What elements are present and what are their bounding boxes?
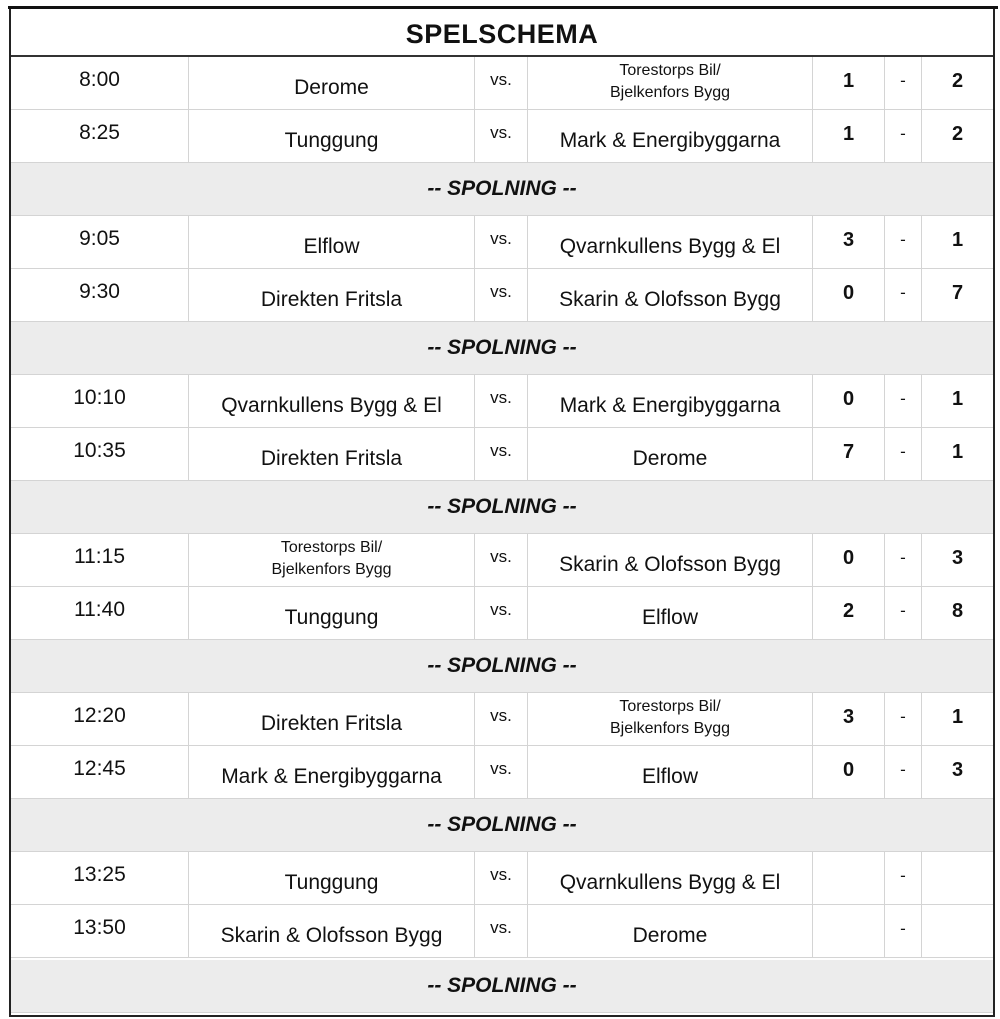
score-separator: - <box>884 110 921 162</box>
vs-label: vs. <box>474 587 527 639</box>
away-score: 1 <box>921 693 993 745</box>
break-row <box>11 799 993 852</box>
match-time: 8:00 <box>79 68 120 91</box>
away-team: Torestorps Bil/ Bjelkenfors Bygg <box>527 693 812 745</box>
away-score: 3 <box>921 534 993 586</box>
match-time: 8:25 <box>79 121 120 144</box>
match-time: 13:25 <box>73 863 126 886</box>
vs-label: vs. <box>474 375 527 427</box>
match-row <box>11 852 993 905</box>
home-score: 0 <box>812 269 884 321</box>
score-separator: - <box>884 216 921 268</box>
away-team: Elflow <box>527 746 812 798</box>
away-score: 2 <box>921 57 993 109</box>
away-score: 1 <box>921 216 993 268</box>
away-team: Qvarnkullens Bygg & El <box>527 852 812 904</box>
match-row <box>11 269 993 322</box>
home-team: Elflow <box>188 216 474 268</box>
match-row <box>11 375 993 428</box>
score-separator: - <box>884 587 921 639</box>
away-team: Qvarnkullens Bygg & El <box>527 216 812 268</box>
match-row <box>11 534 993 587</box>
score-separator: - <box>884 375 921 427</box>
home-score: 3 <box>812 216 884 268</box>
score-separator: - <box>884 269 921 321</box>
away-score: 7 <box>921 269 993 321</box>
home-team: Torestorps Bil/ Bjelkenfors Bygg <box>188 534 474 586</box>
vs-label: vs. <box>474 110 527 162</box>
home-score: 1 <box>812 110 884 162</box>
vs-label: vs. <box>474 269 527 321</box>
home-score: 7 <box>812 428 884 480</box>
away-team: Elflow <box>527 587 812 639</box>
away-score: 8 <box>921 587 993 639</box>
break-row <box>11 960 993 1013</box>
home-team: Derome <box>188 57 474 109</box>
home-team: Mark & Energibyggarna <box>188 746 474 798</box>
page-title: SPELSCHEMA <box>11 9 993 57</box>
break-row <box>11 481 993 534</box>
score-separator: - <box>884 57 921 109</box>
match-time: 9:30 <box>79 280 120 303</box>
away-team: Derome <box>527 905 812 957</box>
away-score: 2 <box>921 110 993 162</box>
break-label: -- SPOLNING -- <box>427 177 577 200</box>
home-score: 3 <box>812 693 884 745</box>
match-time: 11:15 <box>74 545 125 568</box>
match-row <box>11 57 993 110</box>
away-team: Skarin & Olofsson Bygg <box>527 534 812 586</box>
break-row <box>11 322 993 375</box>
vs-label: vs. <box>474 905 527 957</box>
away-team: Torestorps Bil/ Bjelkenfors Bygg <box>527 57 812 109</box>
match-time: 9:05 <box>79 227 120 250</box>
home-score: 0 <box>812 375 884 427</box>
home-score: 0 <box>812 746 884 798</box>
match-row <box>11 587 993 640</box>
match-row <box>11 216 993 269</box>
vs-label: vs. <box>474 852 527 904</box>
score-separator: - <box>884 534 921 586</box>
vs-label: vs. <box>474 534 527 586</box>
away-score <box>921 852 993 904</box>
vs-label: vs. <box>474 746 527 798</box>
home-score: 0 <box>812 534 884 586</box>
away-team: Mark & Energibyggarna <box>527 110 812 162</box>
away-team: Mark & Energibyggarna <box>527 375 812 427</box>
home-team: Tunggung <box>188 852 474 904</box>
match-time: 11:40 <box>74 598 125 621</box>
match-row <box>11 905 993 958</box>
score-separator: - <box>884 852 921 904</box>
vs-label: vs. <box>474 428 527 480</box>
break-label: -- SPOLNING -- <box>427 336 577 359</box>
match-time: 10:35 <box>73 439 126 462</box>
score-separator: - <box>884 905 921 957</box>
home-team: Tunggung <box>188 587 474 639</box>
break-row <box>11 163 993 216</box>
score-separator: - <box>884 428 921 480</box>
break-label: -- SPOLNING -- <box>427 813 577 836</box>
home-score: 2 <box>812 587 884 639</box>
match-time: 13:50 <box>73 916 126 939</box>
home-team: Direkten Fritsla <box>188 693 474 745</box>
home-score <box>812 852 884 904</box>
away-team: Skarin & Olofsson Bygg <box>527 269 812 321</box>
score-separator: - <box>884 746 921 798</box>
home-team: Qvarnkullens Bygg & El <box>188 375 474 427</box>
score-separator: - <box>884 693 921 745</box>
away-team: Derome <box>527 428 812 480</box>
home-score: 1 <box>812 57 884 109</box>
break-label: -- SPOLNING -- <box>427 974 577 997</box>
match-row <box>11 693 993 746</box>
break-row <box>11 640 993 693</box>
home-team: Direkten Fritsla <box>188 428 474 480</box>
match-row <box>11 428 993 481</box>
away-score <box>921 905 993 957</box>
away-score: 3 <box>921 746 993 798</box>
match-row <box>11 746 993 799</box>
break-label: -- SPOLNING -- <box>427 495 577 518</box>
vs-label: vs. <box>474 693 527 745</box>
away-score: 1 <box>921 428 993 480</box>
home-team: Tunggung <box>188 110 474 162</box>
break-label: -- SPOLNING -- <box>427 654 577 677</box>
home-team: Skarin & Olofsson Bygg <box>188 905 474 957</box>
home-score <box>812 905 884 957</box>
match-row <box>11 110 993 163</box>
match-time: 12:45 <box>73 757 126 780</box>
home-team: Direkten Fritsla <box>188 269 474 321</box>
vs-label: vs. <box>474 216 527 268</box>
match-time: 12:20 <box>73 704 126 727</box>
away-score: 1 <box>921 375 993 427</box>
match-time: 10:10 <box>73 386 126 409</box>
vs-label: vs. <box>474 57 527 109</box>
